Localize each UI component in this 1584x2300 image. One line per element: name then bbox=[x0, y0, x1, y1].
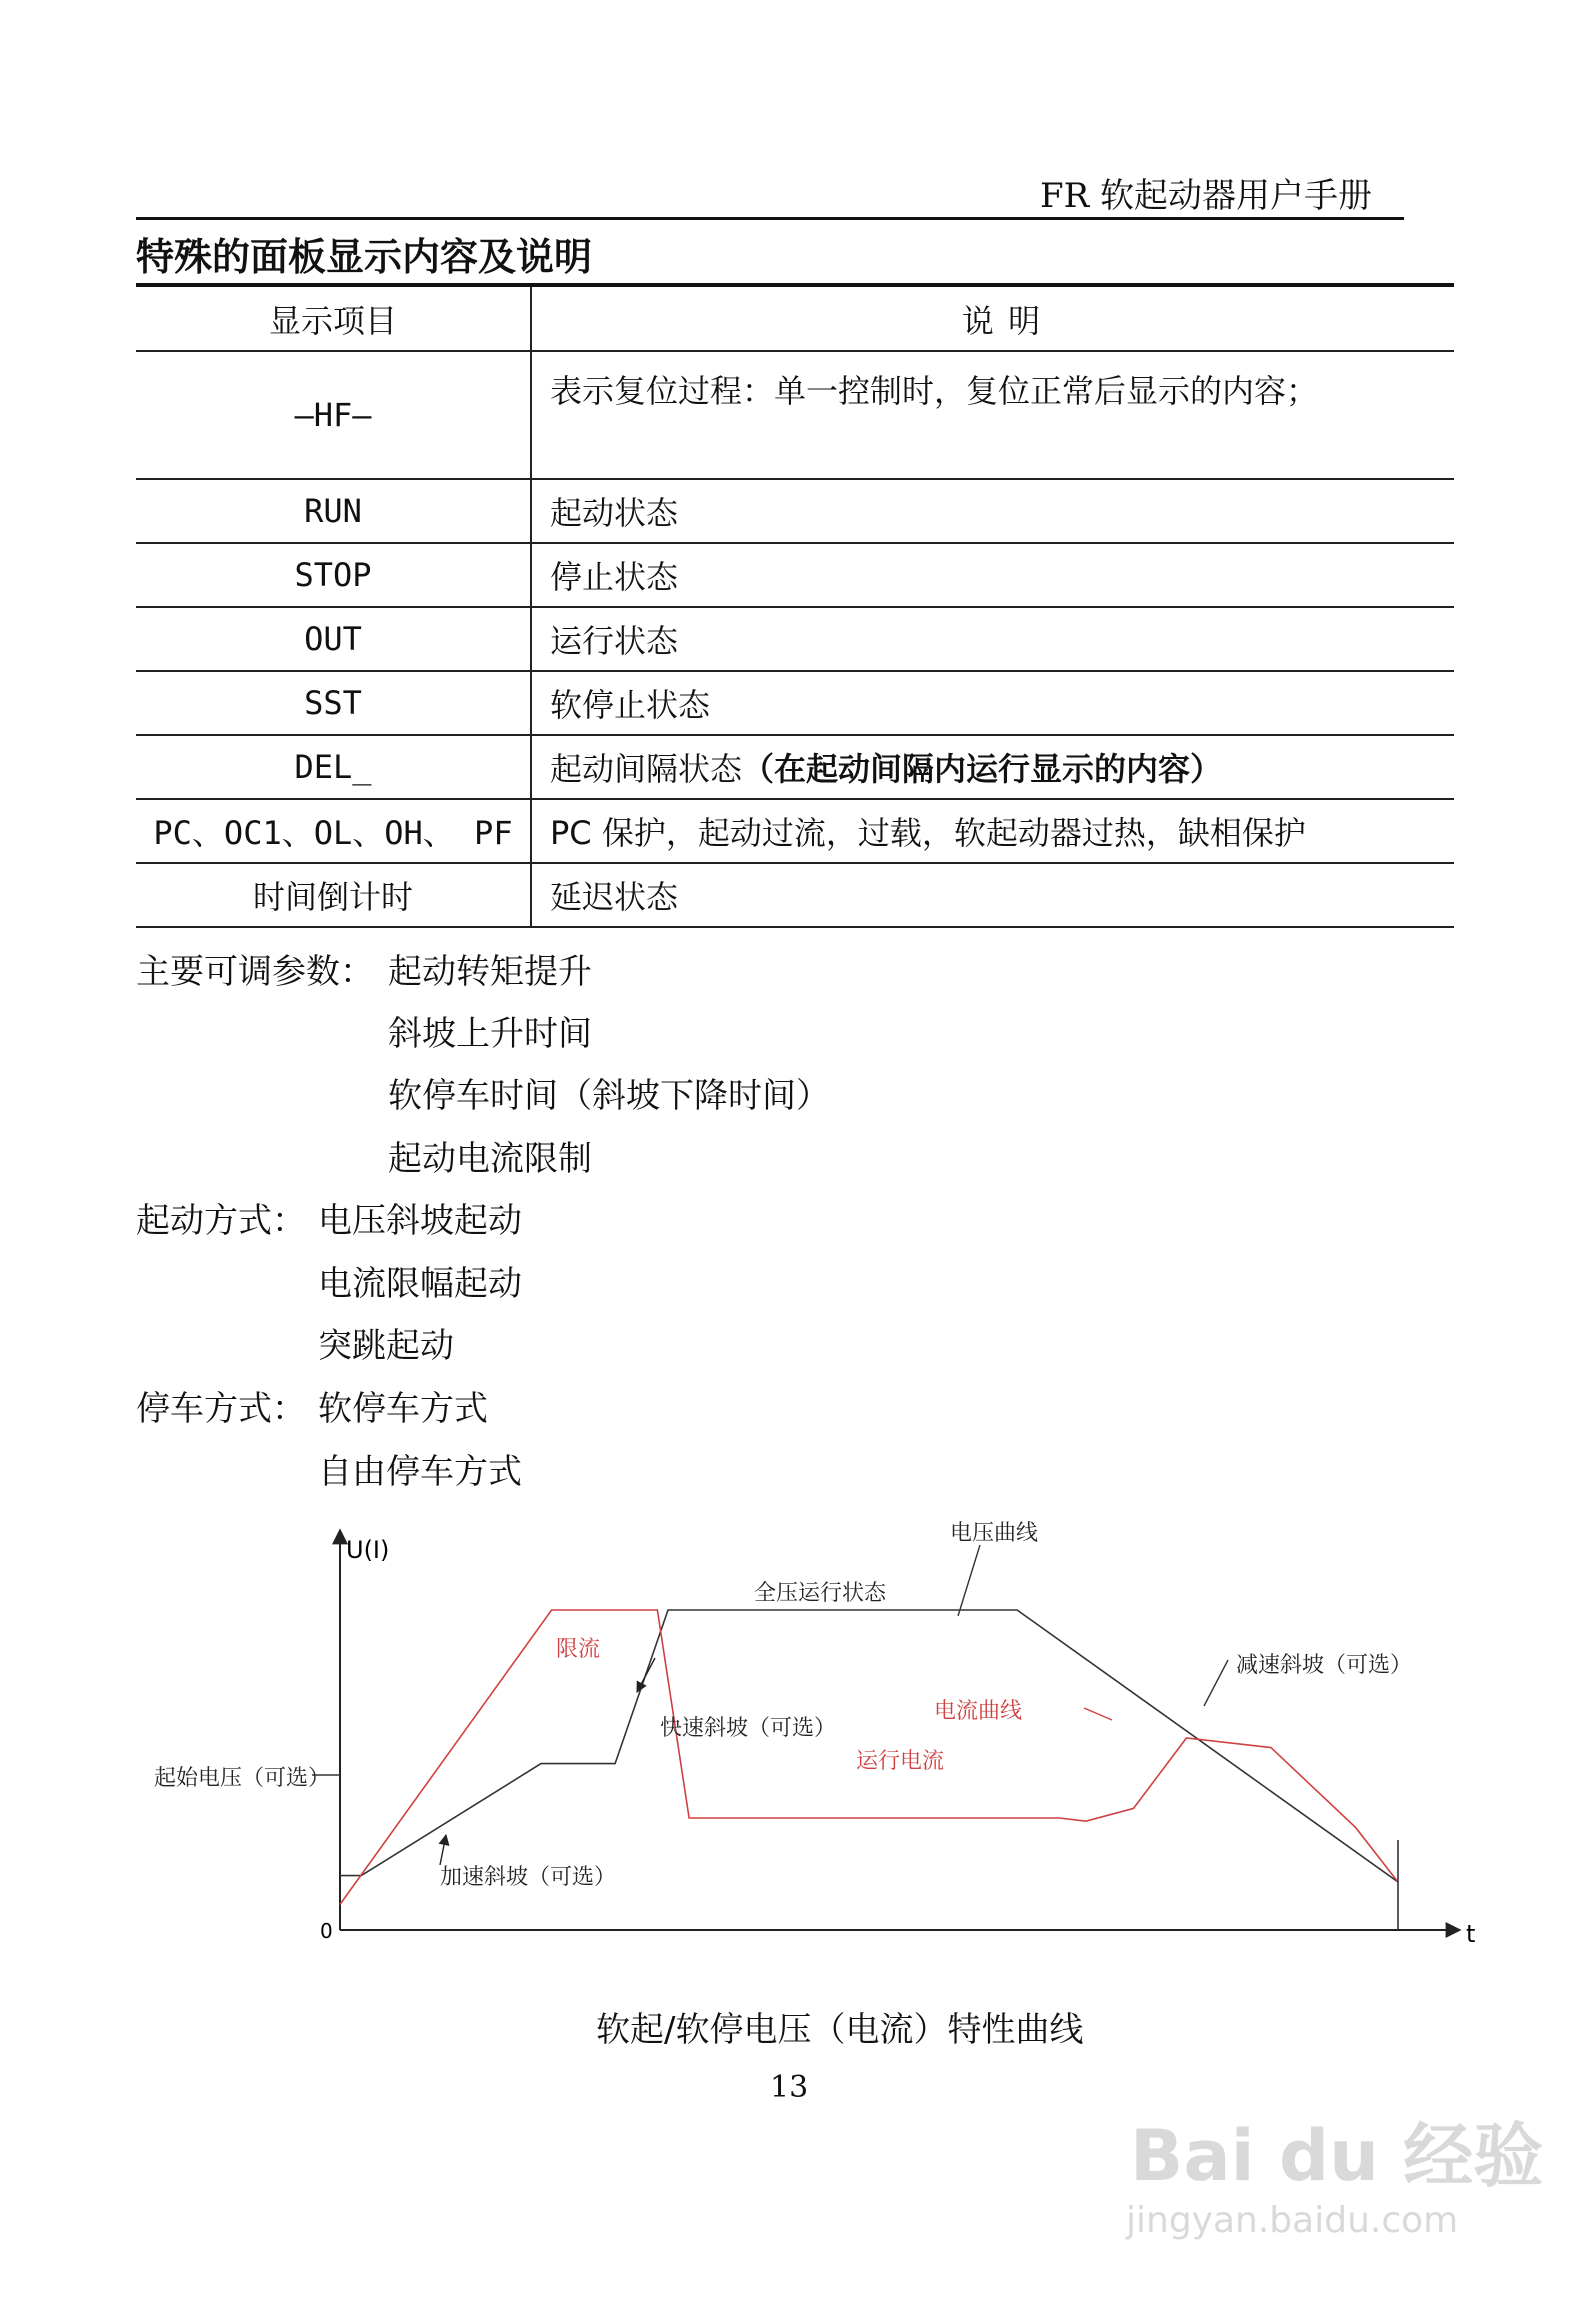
y-axis-label: U(I) bbox=[346, 1536, 390, 1564]
display-item: SST bbox=[136, 671, 531, 735]
leader-voltage-curve bbox=[958, 1545, 980, 1616]
annotation-current-curve: 电流曲线 bbox=[934, 1699, 1023, 1724]
table-row bbox=[136, 863, 1454, 927]
soft-start-characteristic-chart bbox=[140, 1510, 1480, 1980]
section-title: 特殊的面板显示内容及说明 bbox=[136, 235, 593, 279]
page-number: 13 bbox=[770, 2070, 809, 2105]
display-desc-text: 起动间隔状态 bbox=[550, 750, 743, 788]
leader-decel-ramp bbox=[1204, 1660, 1228, 1706]
param-item: 起动转矩提升 bbox=[388, 952, 592, 992]
display-item: OUT bbox=[136, 607, 531, 671]
annotation-voltage-curve: 电压曲线 bbox=[950, 1521, 1039, 1546]
annotation-accel-ramp: 加速斜坡（可选） bbox=[440, 1865, 617, 1890]
table-row bbox=[136, 479, 1454, 543]
chart-caption: 软起/软停电压（电流）特性曲线 bbox=[596, 2010, 1084, 2050]
display-desc: 延迟状态 bbox=[531, 863, 1454, 927]
manual-title: FR 软起动器用户手册 bbox=[1040, 176, 1372, 216]
display-item: STOP bbox=[136, 543, 531, 607]
watermark-url: jingyan.baidu.com bbox=[1126, 2200, 1459, 2241]
display-desc: PC 保护，起动过流，过载，软起动器过热，缺相保护 bbox=[531, 799, 1454, 863]
leader-fast-ramp bbox=[637, 1658, 655, 1692]
display-content-table bbox=[136, 287, 1454, 928]
display-desc: 运行状态 bbox=[531, 607, 1454, 671]
annotation-fast-ramp: 快速斜坡（可选） bbox=[660, 1716, 837, 1741]
display-desc: 停止状态 bbox=[531, 543, 1454, 607]
display-desc-bold: （在起动间隔内运行显示的内容） bbox=[742, 750, 1223, 788]
leader-current-curve bbox=[1084, 1708, 1112, 1720]
display-desc: 表示复位过程：单一控制时，复位正常后显示的内容； bbox=[531, 351, 1454, 479]
table-row bbox=[136, 799, 1454, 863]
table-header-item: 显示项目 bbox=[136, 287, 531, 351]
display-desc: 软停止状态 bbox=[531, 671, 1454, 735]
start-mode-item: 突跳起动 bbox=[318, 1326, 454, 1366]
stop-modes-label: 停车方式： bbox=[136, 1389, 306, 1429]
display-item: RUN bbox=[136, 479, 531, 543]
x-axis-label: t bbox=[1466, 1920, 1476, 1948]
header-divider bbox=[136, 217, 1404, 220]
series-line-voltage bbox=[340, 1610, 1398, 1882]
display-item: 时间倒计时 bbox=[136, 863, 531, 927]
display-item: —HF— bbox=[136, 351, 531, 479]
display-item: PC、OC1、OL、OH、 PF bbox=[136, 799, 531, 863]
annotation-initial-voltage: 起始电压（可选） bbox=[154, 1766, 331, 1791]
stop-mode-item: 软停车方式 bbox=[318, 1389, 488, 1429]
param-item: 起动电流限制 bbox=[388, 1139, 592, 1179]
param-item: 软停车时间（斜坡下降时间） bbox=[388, 1076, 830, 1116]
origin-label: 0 bbox=[320, 1919, 333, 1943]
annotation-run-current: 运行电流 bbox=[856, 1749, 945, 1774]
params-label: 主要可调参数： bbox=[136, 952, 374, 992]
param-item: 斜坡上升时间 bbox=[388, 1014, 592, 1054]
annotation-decel-ramp: 减速斜坡（可选） bbox=[1236, 1653, 1413, 1678]
leader-accel-ramp bbox=[440, 1835, 446, 1865]
start-modes-label: 起动方式： bbox=[136, 1201, 306, 1241]
table-header-desc: 说 明 bbox=[531, 287, 1454, 351]
baidu-watermark: Bai du 经验 bbox=[1130, 2115, 1544, 2197]
table-row bbox=[136, 543, 1454, 607]
stop-mode-item: 自由停车方式 bbox=[318, 1452, 522, 1492]
start-mode-item: 电流限幅起动 bbox=[318, 1264, 522, 1304]
table-row bbox=[136, 607, 1454, 671]
table-row bbox=[136, 671, 1454, 735]
annotation-full-voltage: 全压运行状态 bbox=[754, 1581, 887, 1606]
display-item: DEL_ bbox=[136, 735, 531, 799]
table-row bbox=[136, 351, 1454, 479]
annotation-current-limit: 限流 bbox=[556, 1637, 601, 1662]
start-mode-item: 电压斜坡起动 bbox=[318, 1201, 522, 1241]
table-row bbox=[136, 735, 1454, 799]
display-desc: 起动状态 bbox=[531, 479, 1454, 543]
display-desc bbox=[531, 735, 1454, 799]
